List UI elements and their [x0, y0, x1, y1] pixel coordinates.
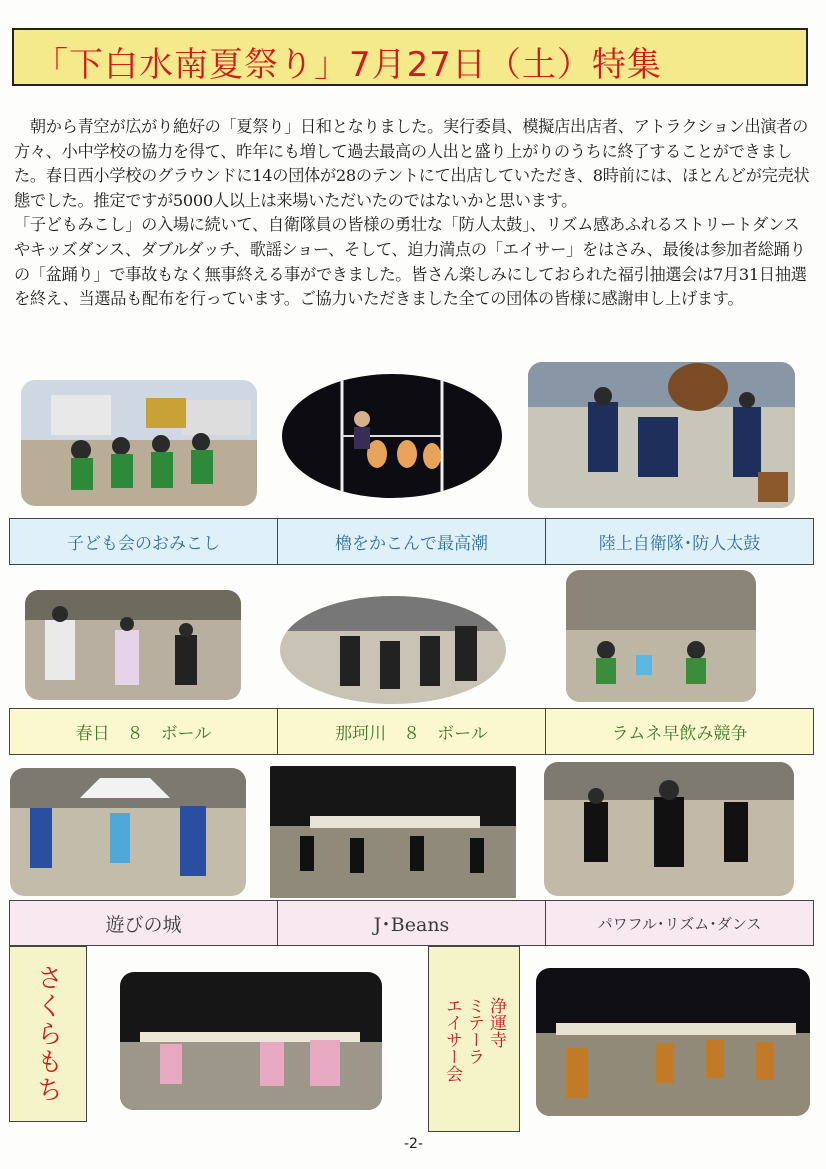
caption-row-3 [9, 900, 813, 946]
photo-powerful-rhythm-dance [544, 762, 794, 896]
photo-asobi-no-shiro [10, 768, 246, 896]
caption-j-beans: J･Beans [277, 900, 546, 946]
caption-taiko: 陸上自衛隊･防人太鼓 [545, 518, 814, 565]
caption-kasuga-ball: 春日 ８ ボール [9, 708, 278, 755]
photo-nakagawa-ball [280, 596, 506, 704]
side-label-joun-ji-box [428, 946, 520, 1132]
caption-asobi-no-shiro: 遊びの城 [9, 900, 278, 946]
caption-ramune: ラムネ早飲み競争 [545, 708, 814, 755]
article-body [14, 115, 812, 312]
paragraph-1: 朝から青空が広がり絶好の「夏祭り」日和となりました。実行委員、模擬店出店者、アトラクション出演者の方々、小中学校の協力を得て、昨年にも増して過去最高の人出と盛り上がりのうちに終了することができました。春日西小学校のグラウンドに14の団体が28のテントにて出店していただき、8時前には、ほとんどが完売状態でした。推定ですが5000人以上は来場いただいたのではないかと思います。 [14, 117, 810, 210]
photo-taiko [528, 362, 795, 508]
photo-eisa [536, 968, 810, 1116]
photo-yagura [282, 374, 502, 498]
caption-kids-mikoshi: 子ども会のおみこし [9, 518, 278, 565]
caption-yagura: 櫓をかこんで最高潮 [277, 518, 546, 565]
side-label-sakuramochi-box [9, 946, 87, 1122]
side-label-sakuramochi: さくらもち [32, 964, 63, 1104]
side-label-joun-ji: 浄運寺 ミテーラ エイサー会 [442, 996, 506, 1082]
page-number: -2- [404, 1136, 424, 1152]
photo-sakuramochi [120, 972, 382, 1110]
photo-ramune [566, 570, 756, 702]
photo-j-beans [270, 766, 516, 898]
caption-row-2 [9, 708, 813, 755]
caption-row-1 [9, 518, 813, 565]
caption-nakagawa-ball: 那珂川 ８ ボール [277, 708, 546, 755]
photo-kids-mikoshi [21, 380, 257, 506]
title-banner [12, 28, 808, 86]
paragraph-2: 「子どもみこし」の入場に続いて、自衛隊員の皆様の勇壮な「防人太鼓」、リズム感あふれるストリートダンスやキッズダンス、ダブルダッチ、歌謡ショー、そして、迫力満点の「エイサー」をはさみ、最後は参加者総踊りの「盆踊り」で事故もなく無事終える事ができました。皆さん楽しみにしておられた福引抽選会は7月31日抽選を終え、当選品も配布を行っています。ご協力いただきました全ての団体の皆様に感謝申し上げます。 [14, 215, 807, 309]
caption-powerful-rhythm-dance: パワフル･リズム･ダンス [545, 900, 814, 946]
page-title: 「下白水南夏祭り」7月27日（土）特集 [34, 45, 662, 85]
photo-kasuga-ball [25, 590, 241, 700]
